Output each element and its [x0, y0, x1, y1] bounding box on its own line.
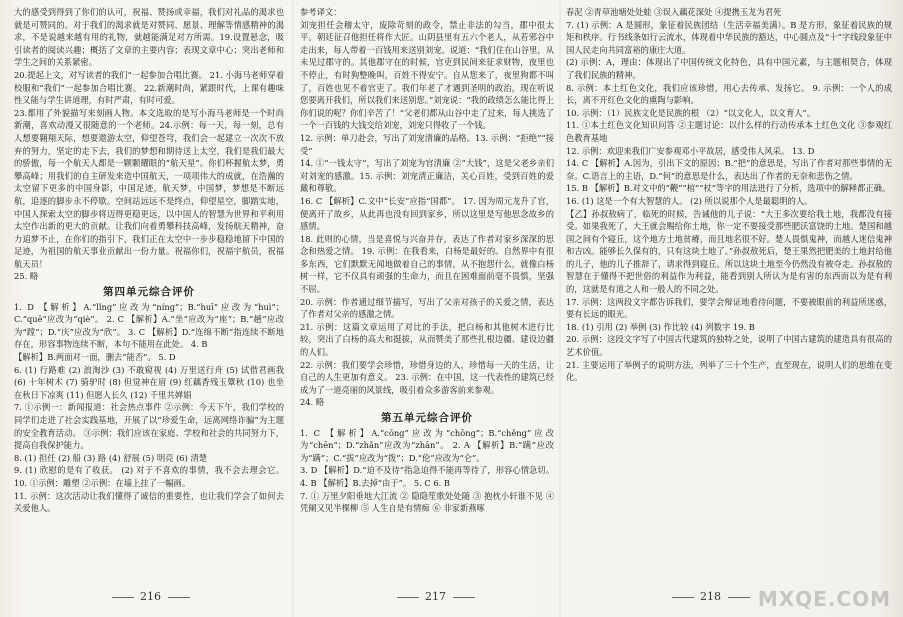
paragraph: 14. ①“一钱太守”，写出了刘宠为官清廉 ②“大钱”，这是父老乡亲们对刘宠的感激。15. 示例：刘宠清正廉洁，关心百姓，受到百姓的爱戴和尊敬。: [300, 158, 554, 194]
paragraph: 16. (1) 这是一个有大智慧的人。 (2) 所以说那个人是最聪明的人。: [566, 195, 813, 206]
paragraph: 24. 略: [300, 397, 325, 408]
paragraph: 22. 示例：我们要学会珍惜，珍惜身边的人，珍惜每一天的生活，让自己的人生更加有意义。 23. 示例：在中国，这一代表性的建筑已经成为了一道亮丽的风景线，吸引着众多游客前来参观。: [300, 359, 554, 395]
paragraph: 【乙】孙叔敖病了，临死的时候，告诫他的儿子说：“大王多次要给我土地，我都没有接受。如果我死了，大王就会赐给你土地，你一定不要接受那些肥沃富饶的土地。楚国和越国之间有个寝丘，这个地方土地贫瘠，而且地名很不好。楚人畏惧鬼神，而越人迷信鬼神和吉凶。能够长久保有的，只有这块土地了。”孙叔敖死后，楚王果然把肥美的土地封给他的儿子，他的儿子推辞了，请求得到寝丘。所以这块土地至今仍然没有被夺走。孙叔敖的智慧在于懂得不把世俗的利益作为利益，能看到别人所认为是有害的东西而以为是有利的，这就是有道之人和一般人的不同之处。: [566, 208, 892, 295]
paragraph: 大的感受到得到了你们的认可，祝福、赞扬或幸福，我们对礼品的渴求也就是可赞同的。对于我们的渴求就是对赞同、愿景、理解等情感精神的渴求，不是说越来越有用的礼物，就越能满足对方所需。19.设置悬念，吸引读者的阅读兴趣；概括了文章的主要内容；表现文章中心；突出老师和学生之间的关系紧密。: [14, 7, 284, 68]
page-number-rule: [728, 597, 750, 598]
paragraph: 18. (1) 引用 (2) 举例 (3) 作比较 (4) 列数字 19. B: [566, 321, 755, 332]
section-title: 第四单元综合评价: [103, 286, 195, 299]
paragraph: 9. (1) 欣慰的是有了收获。 (2) 对于不喜欢的事情，我不会去理会它。 10. ①示例：雕塑 ②示例：在墙上挂了一幅画。: [14, 465, 284, 488]
paragraph: 23.都用了外貌描写来刻画人物。本文选取的是写小海马老师是一个时尚新潮，喜欢动漫又很随意的一个老师。24.示例：每一天，每一刻，总有人想要翱翔天际，想要遨游太空，仰望苍穹，我们会一起建立一次次不放弃的努力，坚定的走下去，我们的梦想和期待送上太空，我们是我们最大的骄傲，每一个航天人都是一颗颗耀眼的“航天星”。你们杯握航太梦，勇攀高峰；用我们的自主研发来造中国航天，一项项伟大的成就，在浩瀚的太空留下更多的中国身影，中国足迹，航天梦，中国梦，梦想是不断远航，追逐的脚步永不停歇。空间站远远不是终点，仰望星空，脚踏实地，中国人探索太空的脚步将迈得更稳更远，以中国人的智慧为世界和平利用太空作出新的更大的贡献。让我们向着勇攀科技高峰，发扬航天精神，奋力追梦不止，在你们的指引下，我们正在太空中一步步稳稳地留下中国的足迹，为祖国的航天事业贡献出一份力量。祝福你们，祝福宇航员，祝福航天员！: [14, 107, 284, 269]
paragraph: 【解析】B.两面对一面，删去“能否”。 5. D: [14, 352, 176, 363]
paragraph: 春泥 ②青草池塘处处蛙 ③误入藕花深处 ④提携玉龙为君死: [566, 7, 782, 17]
paragraph: 11. ①本土红色文化知识问答 ②主题讨论：以什么样的行动传承本土红色文化 ③参观红色教育基地: [566, 120, 892, 143]
page-number-rule: [112, 597, 134, 598]
page-number-rule: [672, 597, 694, 598]
paragraph: 15. B 【解析】B.对文中的“鞭”“棺”“杖”等字的用法进行了分析，选项中的解释都正确。: [566, 183, 891, 194]
paragraph: 12. 示例：单刀赴会，写出了刘宠清廉的品格。13. 示例：“拒绝”“接受”: [300, 132, 554, 156]
paragraph: 7. ①示例一：新闻报道：社会热点事件 ②示例：今天下午，我们学校的同学们走进了社会实践基地，开展了以“珍爱生命，远离网络诈骗”为主题的安全教育活动。 ③示例：我们应该在家庭、学校和社会的共同努力下，提高自我保护能力。: [14, 402, 284, 451]
page-number: 218: [700, 590, 721, 603]
paragraph: 11. 示例：这次活动让我们懂得了诚信的重要性，也让我们学会了如何去关爱他人。: [14, 490, 284, 514]
page-number: 216: [140, 590, 161, 603]
paragraph: 8. 示例：本土红色文化，我们应该珍惜，用心去传承、发扬它。 9. 示例：一个人的成长，离不开红色文化的熏陶与影响。: [566, 82, 892, 106]
paragraph: 14. C 【解析】A.因为，引出下文的原因；B.“把”的意思是，写出了作者对那些事情的无奈。C.语言上的主语，D.“何”的意思是什么，表达出了作者的无奈和悲伤之情。: [566, 158, 892, 181]
page-gutter: [292, 0, 294, 617]
paragraph: 参考译文：: [300, 7, 342, 17]
paragraph: 25. 略: [14, 271, 39, 282]
paragraph: 8. (1) 担任 (2) 船 (3) 路 (4) 舒展 (5) 明亮 (6) 清楚: [14, 452, 208, 463]
watermark-logo: MXQE.COM: [757, 587, 891, 611]
paragraph: 20. 示例：作者通过细节描写，写出了父亲对孩子的关爱之情，表达了作者对父亲的感激之情。: [300, 296, 554, 320]
paragraph: 21. 示例：这篇文章运用了对比的手法，把白杨和其他树木进行比较，突出了白杨的高大和挺拔，从而赞美了那些扎根边疆、建设边疆的人们。: [300, 321, 554, 358]
page-number: 217: [425, 590, 446, 603]
paragraph: 7. (1) 示例：A 是圆形，象征着民族团结（生活幸福美满）。B 是方形，象征着民族的规矩和秩序。行书线条如行云流水，体现着中华民族的豁达，中心圆点及“十”字线段象征中国人民走向共同富裕的康庄大道。: [566, 19, 892, 55]
paragraph: (2) 示例：A，理由：体现出了中国传统文化特色，具有中国元素，与主题相契合，体现了我们民族的精神。: [566, 57, 892, 80]
page-216: [14, 6, 284, 589]
paragraph: 16. C 【解析】C.文中“长安”应指“国都”。 17. 因为周元龙升了官，便离开了故乡，从此再也没有回到家乡，所以这里是写他思念故乡的感情。: [300, 195, 554, 232]
paragraph: 17. 示例：这两段文字都告诉我们，要学会辩证地看待问题，不要被眼前的利益所迷惑，要有长远的眼光。: [566, 296, 892, 320]
page-number-rule: [453, 597, 475, 598]
paragraph: 21. 主要运用了举例子的说明方法，列举了三十个生产，直至现在，说明人们的思维在变化。: [566, 359, 892, 383]
paragraph: 12. 示例：欢迎来我们广安参观邓小平故居，感受伟人风采。 13. D: [566, 145, 815, 156]
paragraph: 1. C 【解析】A.“cōng”应改为“chōng”；B.“chěng”应改为“chēn”；D.“zhǎn”应改为“zhān”。 2. A 【解析】B.“蹒”应改为“蹒”；C.“拔”应改为“拨”；D.“伦”应改为“仑”。: [300, 427, 554, 463]
page-gutter: [559, 0, 561, 617]
paragraph: 刘宠担任会稽太守，废除苛刻的政令，禁止非法的勾当，郡中很太平。朝廷征召他担任将作大匠。山阴县里有五六个老人，从若邪谷中走出来，每人带着一百钱用来送别刘宠。说道：“我们住在山谷里，从未见过郡守的。其他郡守在的时候，官吏到民间来征求财物，夜里也不停止，有时狗整晚叫，百姓不得安宁。自从您来了，夜里狗都不叫了，百姓也见不着官吏了。我们年老了才遇到圣明的政治，现在听说您要离开我们，所以我们来送别您。”刘宠说：“我的政绩怎么能比得上你们说的呢？你们辛苦了！”父老们都从山谷中走了过来，每人挑选了一个一百钱的大钱交给刘宠，刘宠只得收了一个钱。: [300, 19, 554, 131]
paragraph: 1. D 【解析】A.“lǐng”应改为“níng”；B.“huī”应改为“huì”；C.“quē”应改为“qiè”。 2. C 【解析】A.“坐”应改为“座”；B.“趟”应改为“蹚”；D.“庆”应改为“欣”。 3. C 【解析】D.“连绵不断”指连续不断地存在，形容事物连续不断，本句不能用在此处。 4. B: [14, 301, 284, 350]
paragraph: 10. 示例：（1）民族文化是民族的根 （2）“以文化人，以文育人”。: [566, 107, 816, 118]
paragraph: 18. 此则的心情，当是喜悦与兴奋并存，表达了作者对家乡深深的思念和热爱之情。 19. 示例：在我看来，白杨是最好的。自然界中有很多东西，它们默默无闻地做着自己的事情，从不抱怨什么，就像白杨树一样，它不仅具有顽强的生命力，而且在困难面前毫不畏惧，坚强不屈。: [300, 233, 554, 295]
paragraph: 20. 示例：这段文字写了中国古代建筑的独特之处，说明了中国古建筑的建造具有很高的艺术价值。: [566, 334, 892, 358]
section-title: 第五单元综合评价: [381, 412, 473, 424]
page-217: [300, 6, 554, 589]
paragraph: 7. ① 万里夕阳垂地大江流 ② 隐隐笙歌处处随 ③ 抱枕小轩谁不见 ④ 凭阑又见半棵柳 ⑤ 人生自是有情痴 ⑥ 非家新燕啄: [300, 490, 554, 514]
paragraph: 20.提起上文，对写读者的我们“一起参加合唱比赛。 21. 小海马老师穿着校服和“我们”一起参加合唱比赛。 22.新潮时尚，紧跟时代，上课有趣味性又能与学生讲道理，有时严肃，有时可爱。: [14, 69, 284, 106]
paragraph: 6. (1) 行路难 (2) 浪淘沙 (3) 不敢窥视 (4) 万里送行舟 (5) 试借君画我 (6) 十年树木 (7) 骑驴时 (8) 但觉神在眉 (9) 红藕香残玉簟秋 (10) 也坐在秋日下凉爽 (11) 但愿人长久 (12) 千里共婵娟: [14, 364, 284, 400]
page-number-rule: [397, 597, 419, 598]
page-218: [566, 6, 892, 589]
paragraph: 3. D 【解析】D.“迫不及待”指急迫得不能再等待了，形容心情急切。 4. B 【解析】B.去掉“由于”。 5. C 6. B: [300, 465, 554, 488]
page-number-rule: [168, 597, 190, 598]
